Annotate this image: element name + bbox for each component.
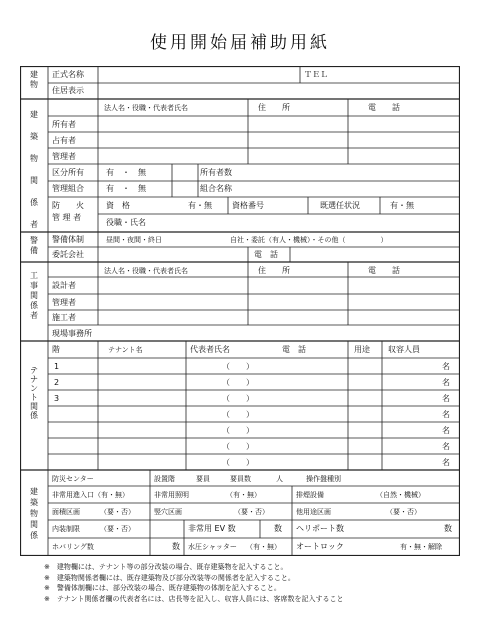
construction-col-address: 住 所 — [258, 266, 290, 275]
note-item: ※ 建築物関係者欄には、既存建築物及び部分改装等の関係者を記入すること。 — [44, 573, 295, 582]
label-shaft-zone: 竪穴区画 — [154, 508, 182, 516]
tenant-col-use: 用途 — [354, 345, 370, 354]
label-partition: 区分所有 — [52, 168, 84, 177]
tenant-col-floor: 階 — [52, 345, 60, 354]
tenant-col-rep: 代表者氏名 — [190, 345, 230, 354]
tenant-unit: 名 — [442, 378, 450, 387]
fire-zone-options[interactable]: （要・否） — [100, 508, 135, 516]
tenant-floor: 2 — [54, 378, 60, 387]
label-emergency-light: 非常用照明 — [154, 491, 189, 499]
label-sprinkler: ホバリング数 — [52, 543, 94, 551]
label-union: 管理組合 — [52, 184, 84, 193]
tenant-col-capacity: 収容人員 — [388, 345, 420, 354]
label-address: 住居表示 — [52, 86, 84, 95]
label-fire: 防 火 — [52, 201, 84, 210]
label-contractor: 委託会社 — [52, 250, 84, 259]
union-options[interactable]: 有 ・ 無 — [106, 184, 146, 193]
emergency-light-options[interactable]: （有・無） — [226, 491, 261, 499]
label-other-zone: 他用途区画 — [296, 508, 331, 516]
label-installed-floor: 設置階 — [154, 475, 175, 483]
security-type-options[interactable]: 自社・委託（有人・機械）・その他（ ） — [230, 236, 388, 244]
tenant-paren: （ ） — [222, 458, 254, 467]
label-security-phone: 電 話 — [254, 250, 278, 259]
label-persons: 人 — [276, 475, 283, 483]
tenant-floor: 3 — [54, 394, 60, 403]
tenant-paren: （ ） — [222, 394, 254, 403]
label-shutter: 水圧シャッター — [188, 543, 237, 551]
appointed-options[interactable]: 有・無 — [390, 201, 414, 210]
label-appointed: 既選任状況 — [320, 201, 360, 210]
form-table — [20, 66, 460, 556]
label-qualification: 資 格 — [106, 201, 130, 210]
label-disaster-center: 防災センター — [52, 475, 94, 483]
label-official-name: 正式名称 — [52, 70, 84, 79]
other-zone-options[interactable]: （要・否） — [386, 508, 421, 516]
heliport-unit: 数 — [444, 524, 452, 533]
tenant-unit: 名 — [442, 394, 450, 403]
label-occupant: 占有者 — [52, 136, 76, 145]
label-emergency-entry[interactable]: 非常用進入口（有・無） — [52, 491, 129, 499]
label-role-name: 役職・氏名 — [106, 218, 146, 227]
shutter-options[interactable]: （有・無） — [246, 543, 281, 551]
construction-col-name: 法人名・役職・代表者氏名 — [104, 267, 188, 275]
tenant-paren: （ ） — [222, 362, 254, 371]
label-fire-manager: 管 理 者 — [52, 213, 82, 222]
label-staff-count: 要員数 — [230, 475, 251, 483]
label-fire-zone: 面積区画 — [52, 508, 80, 516]
notes — [44, 562, 344, 604]
label-owners-count: 所有者数 — [200, 168, 232, 177]
tenant-col-name: テナント名 — [108, 346, 143, 354]
ev-unit: 数 — [274, 524, 282, 533]
tenant-paren: （ ） — [222, 442, 254, 451]
tenant-paren: （ ） — [222, 410, 254, 419]
section-label-tenants: テナント関係 — [30, 366, 38, 420]
label-autolock: オートロック — [296, 542, 344, 551]
section-label-construction: 工事関係者 — [30, 271, 38, 320]
label-tel: ＴＥＬ — [304, 70, 328, 79]
qualification-options[interactable]: 有・無 — [188, 201, 212, 210]
form-title: 使用開始届補助用紙 — [150, 33, 330, 53]
tenant-unit: 名 — [442, 442, 450, 451]
security-time-options[interactable]: 昼間・夜間・終日 — [106, 236, 162, 244]
label-heliport: ヘリポート数 — [296, 524, 344, 533]
autolock-options[interactable]: 有・無・解除 — [400, 543, 442, 551]
label-staff: 要員 — [196, 475, 210, 483]
partition-options[interactable]: 有 ・ 無 — [106, 168, 146, 177]
label-union-name: 組合名称 — [200, 184, 232, 193]
section-label-security: 警備 — [30, 236, 38, 255]
tenant-unit: 名 — [442, 410, 450, 419]
tenant-paren: （ ） — [222, 378, 254, 387]
shaft-zone-options[interactable]: （要・否） — [234, 508, 269, 516]
label-qual-number: 資格番号 — [232, 201, 264, 210]
col-name: 法人名・役職・代表者氏名 — [104, 104, 188, 112]
tenant-paren: （ ） — [222, 426, 254, 435]
sprinkler-unit: 数 — [172, 542, 180, 551]
section-label-building: 建物 — [30, 70, 38, 89]
tenant-unit: 名 — [442, 426, 450, 435]
construction-col-phone: 電 話 — [368, 266, 400, 275]
note-item: ※ 建物欄には、テナント等の部分改装の場合、既存建築物を記入すること。 — [44, 563, 288, 571]
label-interior: 内装制限 — [52, 525, 80, 533]
tenant-col-phone: 電 話 — [282, 345, 306, 354]
note-item: ※ テナント関係者欄の代表者名には、店長等を記入し、収容人員には、客席数を記入すること — [44, 594, 344, 603]
interior-options[interactable]: （要・否） — [100, 525, 135, 533]
label-smoke-exhaust: 排煙設備 — [296, 491, 324, 499]
section-label-facilities: 建築物関係 — [30, 487, 38, 540]
tenant-unit: 名 — [442, 458, 450, 467]
label-operation-type: 操作盤種別 — [306, 475, 341, 483]
label-designer: 設計者 — [52, 281, 76, 290]
label-site-office: 現場事務所 — [52, 329, 92, 338]
tenant-floor: 1 — [54, 362, 60, 371]
tenant-unit: 名 — [442, 362, 450, 371]
smoke-options[interactable]: （自然・機械） — [376, 491, 425, 499]
col-address: 住 所 — [258, 103, 290, 112]
label-supervisor: 管理者 — [52, 298, 76, 307]
label-builder: 施工者 — [52, 313, 76, 322]
note-item: ※ 警備体制欄には、部分改装の場合、既存建築物の体制を記入すること。 — [44, 584, 281, 592]
section-label-related: 建築物関係者 — [30, 110, 38, 229]
label-owner: 所有者 — [52, 120, 76, 129]
label-ev: 非常用 EV 数 — [188, 524, 236, 533]
col-phone: 電 話 — [368, 103, 400, 112]
label-security-system: 警備体制 — [52, 235, 84, 244]
label-manager: 管理者 — [52, 152, 76, 161]
